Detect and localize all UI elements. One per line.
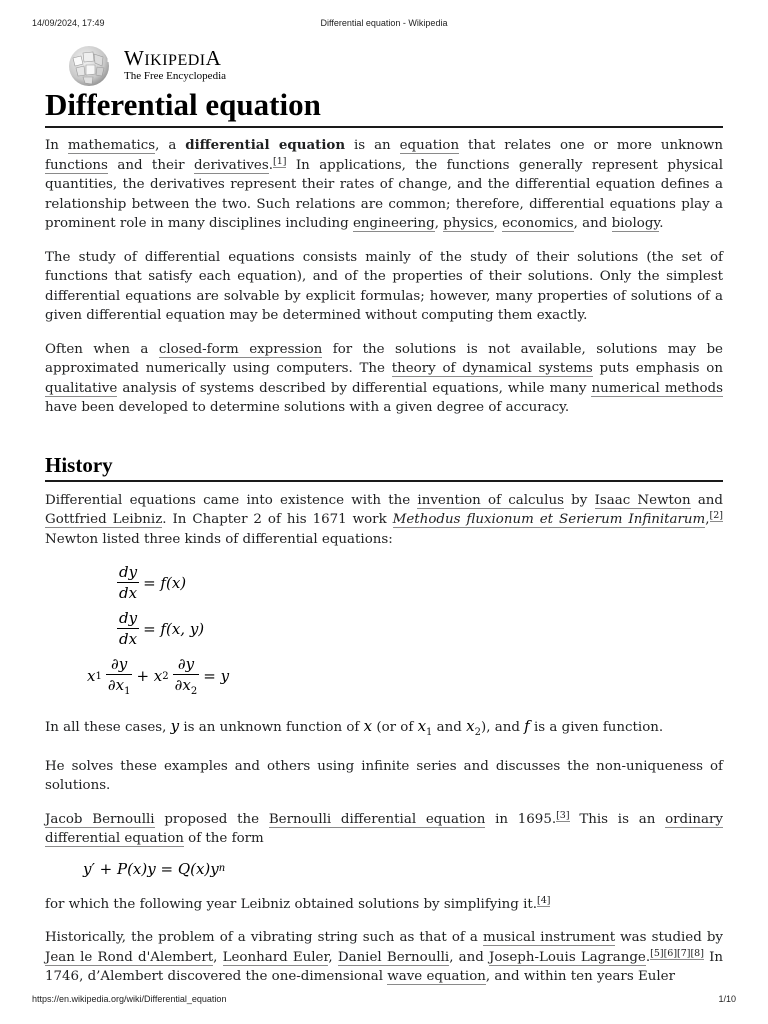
link-closed-form-expression[interactable]: closed-form expression bbox=[158, 341, 323, 357]
link-ordinary-differential-equation[interactable]: ordinary differential equation bbox=[45, 811, 723, 846]
history-paragraph-2: In all these cases, y is an unknown function of x (or of $x_1$ and $x_2$), and f is a given function. bbox=[45, 717, 664, 738]
link-invention-of-calculus[interactable]: invention of calculus bbox=[417, 492, 564, 508]
link-theory-of-dynamical-systems[interactable]: theory of dynamical systems bbox=[391, 361, 593, 376]
link-jacob-bernoulli[interactable]: Jacob Bernoulli bbox=[45, 811, 155, 827]
print-footer bbox=[32, 994, 736, 1008]
section-heading-history: History bbox=[45, 452, 723, 482]
equation-3: x 1 $\frac{\partial y}{\partial x_1}$ + x 2 $\frac{\partial y}{\partial x_2}$ = y bbox=[87, 655, 230, 697]
link-bernoulli-differential-equation[interactable]: Bernoulli differential equation bbox=[268, 811, 486, 827]
print-page-title: Differential equation - Wikipedia bbox=[320, 18, 448, 28]
link-musical-instrument[interactable]: musical instrument bbox=[482, 930, 616, 945]
link-economics[interactable]: economics bbox=[502, 216, 574, 231]
link-isaac-newton[interactable]: Isaac Newton bbox=[594, 492, 691, 508]
link-physics[interactable]: physics bbox=[443, 216, 494, 231]
link-daniel-bernoulli[interactable]: Daniel Bernoulli bbox=[337, 949, 450, 965]
history-paragraph-5: for which the following year Leibniz obtained solutions by simplifying it.[4] bbox=[45, 894, 551, 912]
intro-paragraph-3: Often when a closed-form expression for the solutions is not available, solutions may be approximated numerically using computers. The theory of dynamical systems puts emphasis on qualitative analysis of systems described by differential equations, while many numerical methods have been developed to determine solutions with a given degree of accuracy. bbox=[45, 341, 723, 415]
wikipedia-globe-icon bbox=[64, 44, 114, 88]
intro-paragraph-2: The study of differential equations consists mainly of the study of their solutions (the set of functions that satisfy each equation), and of the properties of their solutions. Only the simplest differential equations are solvable by explicit formulas; however, many properties of solutions of a given differential equation may be determined without computing them exactly. bbox=[45, 249, 723, 323]
wikipedia-wordmark: WIKIPEDIA bbox=[124, 46, 222, 70]
equation-1: $\frac{dy}{dx}$ = f(x) bbox=[119, 563, 187, 602]
history-paragraph-1: Differential equations came into existence with the invention of calculus by Isaac Newton and Gottfried Leibniz. In Chapter 2 of his 1671 work Methodus fluxionum et Serierum Infinitarum,[2] Newton listed three kinds of differential equations: bbox=[45, 492, 724, 547]
bernoulli-equation: y′ + P(x)y = Q(x)y n bbox=[83, 859, 226, 878]
reference-3[interactable]: [3] bbox=[556, 809, 570, 821]
link-derivatives[interactable]: derivatives bbox=[193, 157, 269, 173]
bold-term: differential equation bbox=[185, 137, 346, 153]
wikipedia-logo[interactable] bbox=[64, 44, 264, 88]
link-numerical-methods[interactable]: numerical methods bbox=[591, 380, 723, 396]
wikipedia-tagline: The Free Encyclopedia bbox=[124, 70, 227, 82]
equation-2: $\frac{dy}{dx}$ = f(x, y) bbox=[119, 609, 205, 648]
newton-equations bbox=[45, 563, 723, 705]
link-joseph-louis-lagrange[interactable]: Joseph-Louis Lagrange bbox=[489, 949, 646, 965]
link-equation[interactable]: equation bbox=[399, 138, 460, 153]
reference-2[interactable]: [2] bbox=[709, 510, 723, 521]
link-functions[interactable]: functions bbox=[45, 157, 108, 173]
article-content bbox=[45, 86, 723, 1001]
history-paragraph-3: He solves these examples and others using infinite series and discusses the non-uniqueness of solutions. bbox=[45, 758, 723, 793]
link-wave-equation[interactable]: wave equation bbox=[387, 969, 486, 984]
link-qualitative[interactable]: qualitative bbox=[45, 380, 118, 396]
link-engineering[interactable]: engineering bbox=[353, 216, 435, 231]
link-leonhard-euler[interactable]: Leonhard Euler bbox=[222, 949, 329, 965]
history-paragraph-4: Jacob Bernoulli proposed the Bernoulli differential equation in 1695.[3] This is an ordinary differential equation of the form bbox=[45, 809, 723, 846]
print-header bbox=[32, 18, 736, 32]
print-datetime: 14/09/2024, 17:49 bbox=[32, 18, 105, 28]
print-page-number: 1/10 bbox=[718, 994, 736, 1004]
print-url: https://en.wikipedia.org/wiki/Differential_equation bbox=[32, 994, 227, 1004]
reference-1[interactable]: [1] bbox=[273, 155, 287, 167]
history-paragraph-6: Historically, the problem of a vibrating string such as that of a musical instrument was studied by Jean le Rond d'Alembert, Leonhard Euler, Daniel Bernoulli, and Joseph-Louis Lagrange.[5][6][7][8] In 1746, d’Alembert discovered the one-dimensional wave equation, and within ten years Euler bbox=[45, 930, 724, 984]
link-methodus-fluxionum[interactable]: Methodus fluxionum et Serierum Infinitarum bbox=[392, 512, 706, 527]
reference-4[interactable]: [4] bbox=[537, 894, 551, 906]
article-title: Differential equation bbox=[45, 86, 723, 128]
intro-paragraph-1: In mathematics, a differential equation is an equation that relates one or more unknown functions and their derivatives.[1] In applications, the functions generally represent physical quantities, the derivatives represent their rates of change, and the differential equation defines a relationship between the two. Such relations are common; therefore, differential equations play a prominent role in many disciplines including engineering, physics, economics, and biology. bbox=[45, 137, 724, 231]
link-dalembert[interactable]: Jean le Rond d'Alembert bbox=[45, 949, 214, 965]
references-5-8[interactable]: [5][6][7][8] bbox=[650, 947, 704, 959]
link-biology[interactable]: biology bbox=[611, 216, 660, 231]
link-mathematics[interactable]: mathematics bbox=[67, 138, 156, 153]
link-gottfried-leibniz[interactable]: Gottfried Leibniz bbox=[45, 512, 163, 527]
